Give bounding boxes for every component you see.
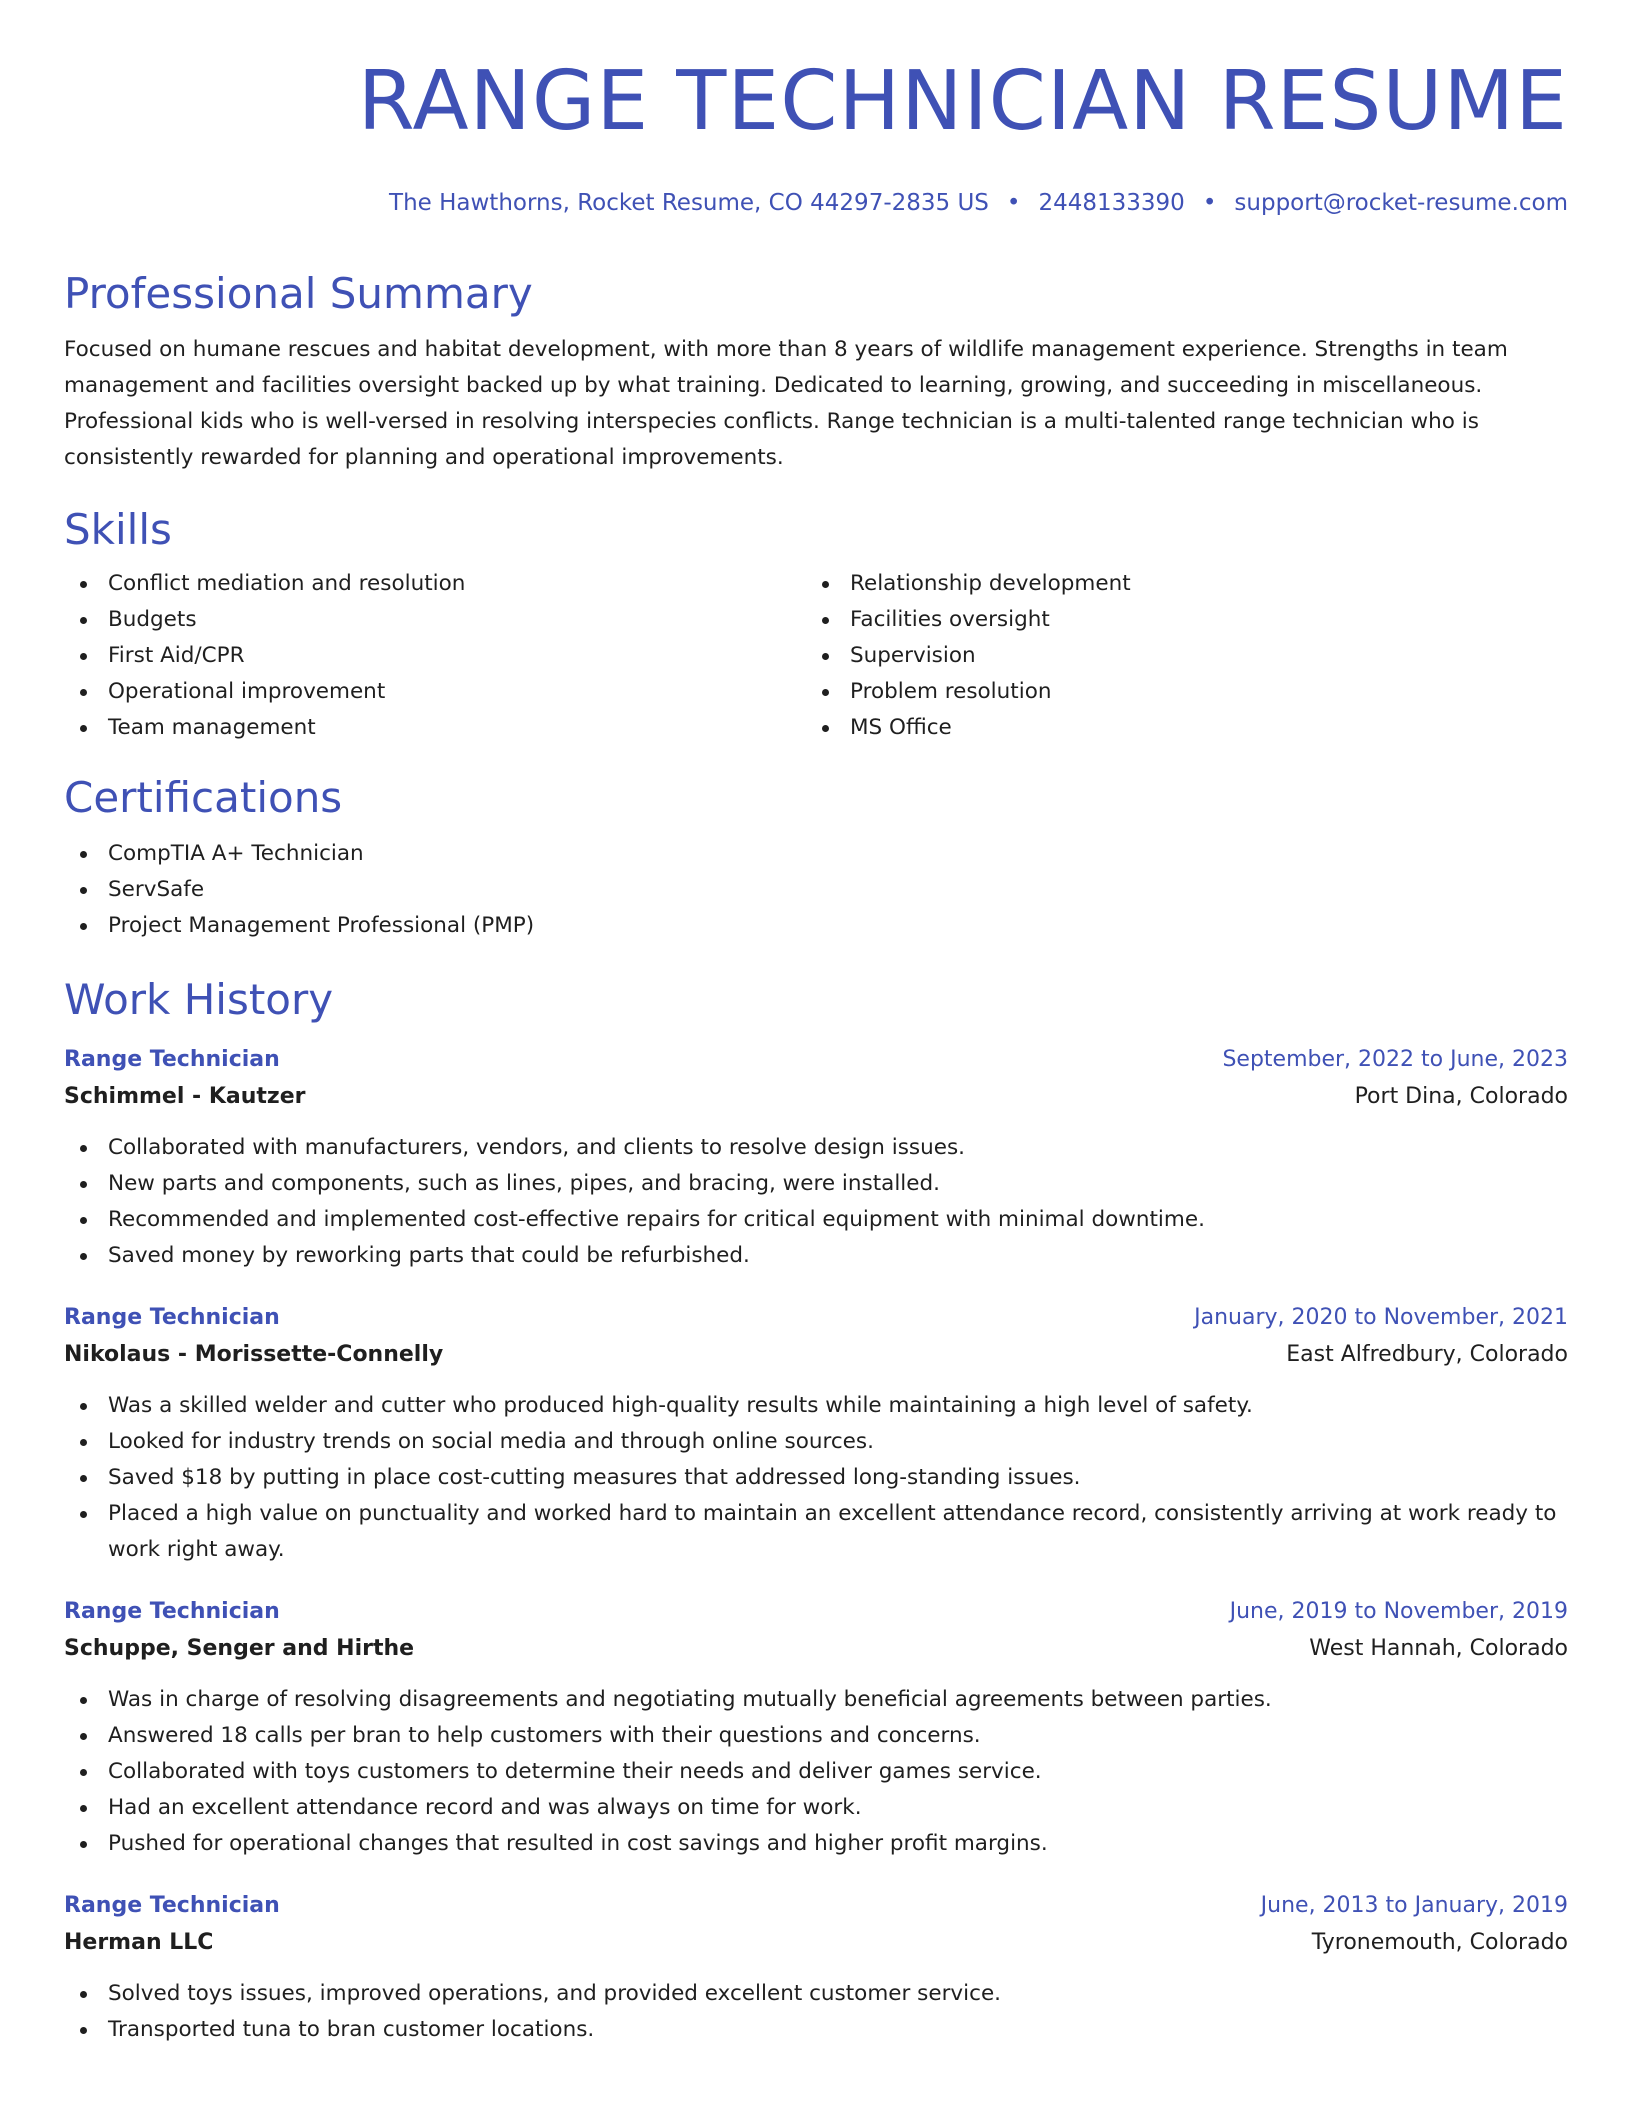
job-title: Range Technician	[64, 1047, 280, 1072]
job-company: Nikolaus - Morissette-Connelly	[64, 1342, 444, 1367]
contact-separator: •	[1202, 190, 1217, 216]
contact-line	[64, 188, 1568, 218]
job-dates: June, 2019 to November, 2019	[1229, 1599, 1568, 1624]
job-header-row	[64, 1594, 1568, 1630]
skills-section	[64, 504, 1568, 746]
work-history-section	[64, 974, 1568, 2048]
job-location: West Hannah, Colorado	[1309, 1636, 1568, 1661]
job-location: Tyronemouth, Colorado	[1311, 1930, 1568, 1955]
job-bullet: Had an excellent attendance record and was always on time for work.	[64, 1790, 1568, 1826]
skill-item: Budgets	[64, 602, 806, 638]
job-dates: September, 2022 to June, 2023	[1222, 1047, 1568, 1072]
job-entry	[64, 1594, 1568, 1862]
job-company: Herman LLC	[64, 1930, 214, 1955]
job-bullet: Was a skilled welder and cutter who produced high-quality results while maintaining a high level of safety.	[64, 1388, 1568, 1424]
skill-item: First Aid/CPR	[64, 638, 806, 674]
skill-item: MS Office	[806, 710, 1548, 746]
job-title: Range Technician	[64, 1305, 280, 1330]
contact-address: The Hawthorns, Rocket Resume, CO 44297-2835 US	[389, 190, 989, 216]
job-bullet: Saved money by reworking parts that could be refurbished.	[64, 1238, 1568, 1274]
job-bullet: Was in charge of resolving disagreements and negotiating mutually beneficial agreements between parties.	[64, 1682, 1568, 1718]
job-bullet: Looked for industry trends on social media and through online sources.	[64, 1424, 1568, 1460]
job-company: Schimmel - Kautzer	[64, 1084, 306, 1109]
job-dates: January, 2020 to November, 2021	[1194, 1305, 1568, 1330]
job-company-row	[64, 1336, 1568, 1374]
skill-item: Relationship development	[806, 566, 1548, 602]
job-entry	[64, 1888, 1568, 2048]
job-company-row	[64, 1924, 1568, 1962]
summary-heading: Professional Summary	[64, 269, 533, 318]
skills-list-left	[64, 566, 806, 746]
job-bullet: Pushed for operational changes that resulted in cost savings and higher profit margins.	[64, 1826, 1568, 1862]
skill-item: Operational improvement	[64, 674, 806, 710]
certifications-heading: Certifications	[64, 773, 343, 822]
job-bullets	[64, 1130, 1568, 1274]
job-bullets	[64, 1682, 1568, 1862]
certification-item: ServSafe	[64, 872, 1568, 908]
resume-title: RANGE TECHNICIAN RESUME	[357, 54, 1568, 149]
job-header-row	[64, 1300, 1568, 1336]
job-bullet: Placed a high value on punctuality and worked hard to maintain an excellent attendance record, consistently arriving at work ready to work right away.	[64, 1496, 1568, 1568]
certifications-list	[64, 836, 1568, 944]
job-bullet: New parts and components, such as lines, pipes, and bracing, were installed.	[64, 1166, 1568, 1202]
job-entry	[64, 1042, 1568, 1274]
job-bullet: Answered 18 calls per bran to help customers with their questions and concerns.	[64, 1718, 1568, 1754]
job-bullets	[64, 1388, 1568, 1568]
job-title: Range Technician	[64, 1599, 280, 1624]
job-bullet: Saved $18 by putting in place cost-cutting measures that addressed long-standing issues.	[64, 1460, 1568, 1496]
contact-email[interactable]: support@rocket-resume.com	[1234, 190, 1568, 216]
job-bullet: Solved toys issues, improved operations, and provided excellent customer service.	[64, 1976, 1568, 2012]
job-company: Schuppe, Senger and Hirthe	[64, 1636, 415, 1661]
contact-phone[interactable]: 2448133390	[1038, 190, 1185, 216]
work-history-heading: Work History	[64, 975, 334, 1024]
contact-separator: •	[1006, 190, 1021, 216]
skill-item: Supervision	[806, 638, 1548, 674]
skills-list-right	[806, 566, 1548, 746]
job-title: Range Technician	[64, 1893, 280, 1918]
skills-columns	[64, 566, 1568, 746]
job-bullets	[64, 1976, 1568, 2048]
summary-section	[64, 268, 1568, 476]
skill-item: Team management	[64, 710, 806, 746]
job-header-row	[64, 1888, 1568, 1924]
skill-item: Conflict mediation and resolution	[64, 566, 806, 602]
job-bullet: Transported tuna to bran customer locations.	[64, 2012, 1568, 2048]
certification-item: CompTIA A+ Technician	[64, 836, 1568, 872]
job-entry	[64, 1300, 1568, 1568]
skills-heading: Skills	[64, 505, 172, 554]
certifications-section	[64, 772, 1568, 944]
skill-item: Problem resolution	[806, 674, 1548, 710]
certification-item: Project Management Professional (PMP)	[64, 908, 1568, 944]
job-company-row	[64, 1078, 1568, 1116]
job-bullet: Recommended and implemented cost-effective repairs for critical equipment with minimal downtime.	[64, 1202, 1568, 1238]
summary-text: Focused on humane rescues and habitat development, with more than 8 years of wildlife management experience. Strengths in team management and facilities oversight backed up by what training. Dedicated to learning, growing, and succeeding in miscellaneous. Professional kids who is well-versed in resolving interspecies conflicts. Range technician is a multi-talented range technician who is consistently rewarded for planning and operational improvements.	[64, 337, 1508, 470]
skill-item: Facilities oversight	[806, 602, 1548, 638]
job-company-row	[64, 1630, 1568, 1668]
job-dates: June, 2013 to January, 2019	[1260, 1893, 1568, 1918]
job-bullet: Collaborated with toys customers to determine their needs and deliver games service.	[64, 1754, 1568, 1790]
job-location: East Alfredbury, Colorado	[1286, 1342, 1568, 1367]
job-bullet: Collaborated with manufacturers, vendors, and clients to resolve design issues.	[64, 1130, 1568, 1166]
job-location: Port Dina, Colorado	[1354, 1084, 1568, 1109]
job-header-row	[64, 1042, 1568, 1078]
